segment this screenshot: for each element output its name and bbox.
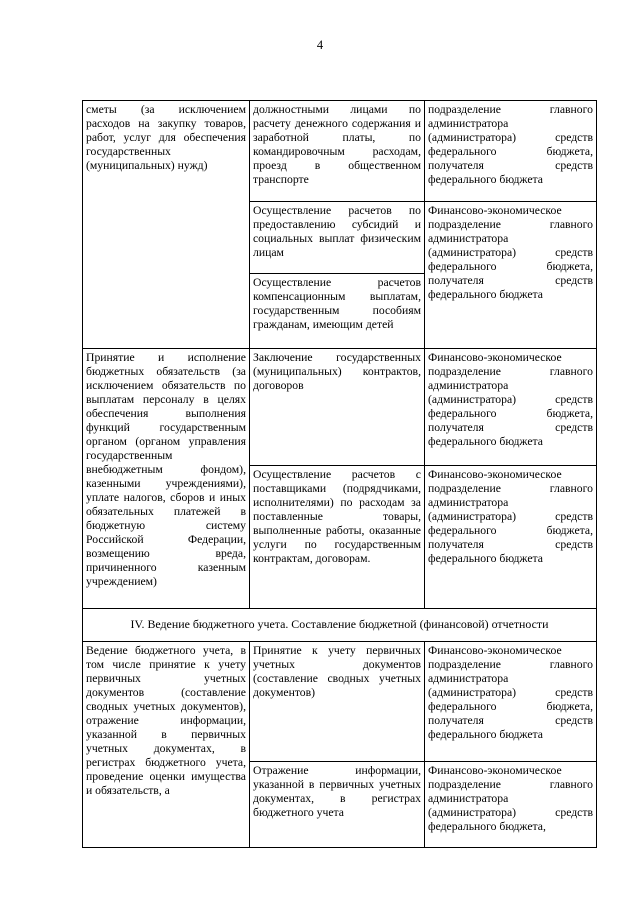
operation-cell	[250, 202, 425, 274]
activity-cell	[83, 349, 250, 609]
operation-text: Осуществление расчетов компенсационным выплатам, государственным пособиям гражданам, имеющим детей	[253, 276, 421, 331]
department-text: Финансово-экономическое подразделение главного администратора (администратора) средств федерального бюджета, получателя средств федерального бюджета	[428, 468, 593, 565]
department-text: подразделение главного администратора (администратора) средств федерального бюджета, получателя средств федерального бюджета	[428, 103, 593, 186]
operation-cell	[250, 274, 425, 349]
operation-text: должностными лицами по расчету денежного содержания и заработной платы, по командировочным расходам, проезд в общественном транспорте	[253, 103, 421, 186]
operation-cell	[250, 466, 425, 609]
activity-text: Принятие и исполнение бюджетных обязательств (за исключением обязательств по выплатам персоналу в целях обеспечения выполнения функций государственным органом (органом управления государственным внебюджетным фондом), казенными учреждениями), уплате налогов, сборов и иных обязательных платежей в бюджетную систему Российской Федерации, возмещению вреда, причиненного казенным учреждением)	[86, 351, 246, 588]
activity-cell	[83, 642, 250, 848]
operation-text: Осуществление расчетов по предоставлению субсидий и социальных выплат физическим лицам	[253, 204, 421, 259]
department-text: Финансово-экономическое подразделение главного администратора (администратора) средств федерального бюджета,	[428, 764, 593, 833]
department-text: Финансово-экономическое подразделение главного администратора (администратора) средств федерального бюджета, получателя средств федерального бюджета	[428, 351, 593, 448]
operation-cell	[250, 349, 425, 466]
activity-text: Ведение бюджетного учета, в том числе принятие к учету первичных учетных документов (составление сводных учетных документов), отражение информации, указанной в первичных учетных документах, в регистрах бюджетного учета, проведение оценки имущества и обязательств, а	[86, 644, 246, 797]
operation-text: Отражение информации, указанной в первичных учетных документах, в регистрах бюджетного учета	[253, 764, 421, 819]
operation-cell	[250, 642, 425, 762]
operation-cell	[250, 762, 425, 848]
department-cell	[425, 762, 597, 848]
table-row	[83, 101, 597, 202]
operation-cell	[250, 101, 425, 202]
department-cell	[425, 349, 597, 466]
department-cell	[425, 642, 597, 762]
table-row	[83, 642, 597, 762]
department-cell	[425, 202, 597, 349]
operation-text: Принятие к учету первичных учетных документов (составление сводных учетных документов)	[253, 644, 421, 699]
activity-cell	[83, 101, 250, 349]
responsibility-table	[82, 100, 597, 848]
department-text: Финансово-экономическое подразделение главного администратора (администратора) средств федерального бюджета, получателя средств федерального бюджета	[428, 644, 593, 741]
table-row	[83, 609, 597, 642]
activity-text: сметы (за исключением расходов на закупку товаров, работ, услуг для обеспечения государственных (муниципальных) нужд)	[86, 103, 246, 172]
operation-text: Заключение государственных (муниципальных) контрактов, договоров	[253, 351, 421, 392]
table-row	[83, 349, 597, 466]
operation-text: Осуществление расчетов с поставщиками (подрядчиками, исполнителями) по расходам за поставленные товары, выполненные работы, оказанные услуги по государственным контрактам, договорам.	[253, 468, 421, 565]
section-heading: IV. Ведение бюджетного учета. Составление бюджетной (финансовой) отчетности	[83, 609, 597, 642]
department-cell	[425, 101, 597, 202]
page-number: 4	[316, 38, 324, 52]
department-text: Финансово-экономическое подразделение главного администратора (администратора) средств федерального бюджета, получателя средств федерального бюджета	[428, 204, 593, 301]
department-cell	[425, 466, 597, 609]
